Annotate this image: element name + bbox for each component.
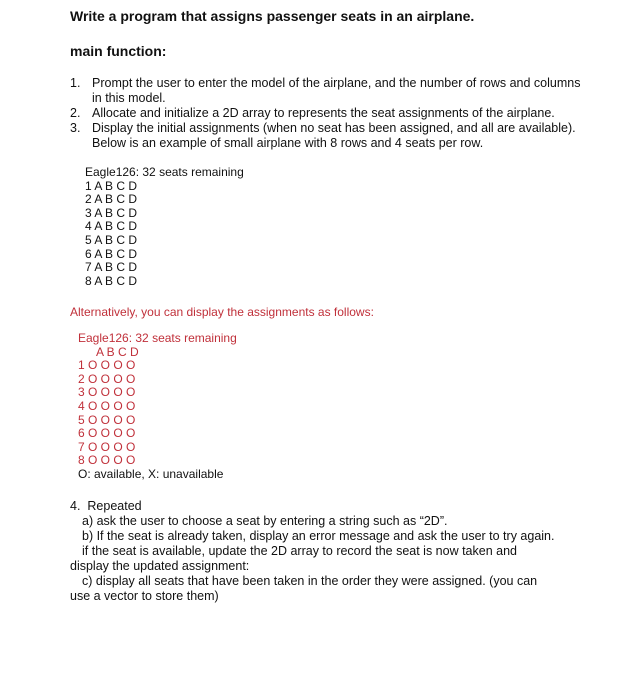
column-header: A B C D — [96, 344, 139, 359]
seat-row: 6 O O O O — [78, 426, 136, 441]
step-4-b-cont: display the updated assignment: — [70, 559, 250, 573]
list-item — [70, 106, 590, 121]
step-4-a: a) ask the user to choose a seat by entering a string such as “2D”. — [82, 514, 448, 528]
example-header: Eagle126: 32 seats remaining — [78, 331, 237, 345]
alternative-note: Alternatively, you can display the assignments as follows: — [70, 305, 374, 319]
step-4-c-cont: use a vector to store them) — [70, 589, 219, 603]
step-4 — [70, 499, 580, 604]
step-text: Prompt the user to enter the model of the airplane, and the number of rows and columns in this model. — [92, 76, 581, 105]
seat-row: 5 O O O O — [78, 412, 136, 427]
seat-row: 3 A B C D — [85, 205, 138, 220]
seat-row: 2 A B C D — [85, 192, 138, 207]
seat-row: 1 A B C D — [85, 178, 138, 193]
step-title: Repeated — [87, 499, 142, 513]
step-4-c: c) display all seats that have been taken in the order they were assigned. (you can — [82, 574, 538, 588]
seat-row: 4 O O O O — [78, 398, 136, 413]
seat-row: 1 O O O O — [78, 358, 136, 373]
seat-row: 6 A B C D — [85, 246, 138, 261]
step-4-b: b) If the seat is already taken, display an error message and ask the user to try again. — [82, 529, 555, 543]
page-title: Write a program that assigns passenger seats in an airplane. — [70, 8, 475, 24]
list-item — [70, 76, 590, 106]
seat-row: 8 O O O O — [78, 453, 136, 468]
seat-row: 4 A B C D — [85, 219, 138, 234]
seat-legend: O: available, X: unavailable — [78, 466, 224, 481]
list-item — [70, 121, 590, 151]
example-header: Eagle126: 32 seats remaining — [85, 165, 244, 179]
seat-row: 8 A B C D — [85, 273, 138, 288]
step-text: Allocate and initialize a 2D array to represents the seat assignments of the airplane. — [92, 106, 555, 120]
seat-row: 7 A B C D — [85, 260, 138, 275]
seat-row: 3 O O O O — [78, 385, 136, 400]
seat-row: 7 O O O O — [78, 439, 136, 454]
step-4-b-cont: if the seat is available, update the 2D array to record the seat is now taken and — [82, 544, 517, 558]
step-number: 4. — [70, 499, 81, 513]
step-text: Display the initial assignments (when no seat has been assigned, and all are available). Below is an example of small airplane with 8 rows and 4 seats per row. — [92, 121, 576, 150]
steps-list — [70, 76, 590, 151]
step-4-heading — [70, 499, 580, 514]
seat-row: 2 O O O O — [78, 371, 136, 386]
step-number: 2. — [70, 106, 81, 120]
section-heading: main function: — [70, 43, 167, 59]
seat-row: 5 A B C D — [85, 232, 138, 247]
example-output-2 — [78, 332, 237, 482]
step-number: 3. — [70, 121, 81, 135]
example-output-1 — [85, 166, 244, 288]
step-number: 1. — [70, 76, 81, 90]
